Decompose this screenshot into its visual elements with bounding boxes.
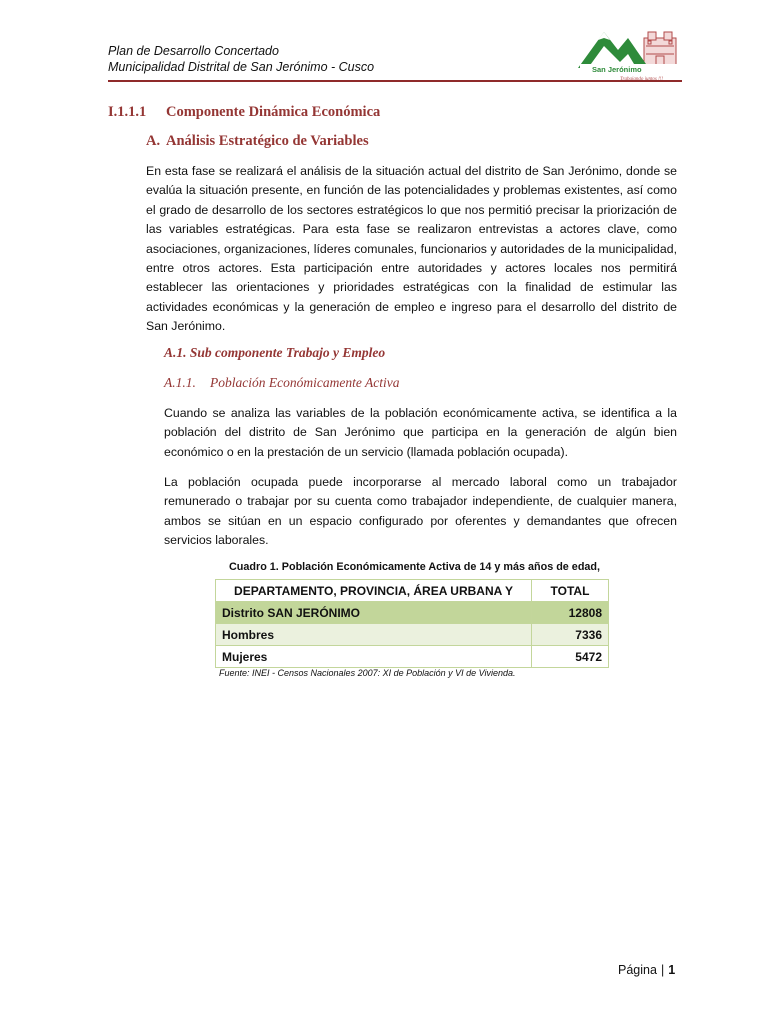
table-row (216, 624, 609, 646)
row-label: Mujeres (216, 646, 532, 668)
mountain-icon (578, 32, 646, 68)
pea-table (215, 579, 609, 668)
subsection-title: Análisis Estratégico de Variables (166, 133, 369, 149)
page-label: Página (618, 963, 657, 977)
item-title: Población Económicamente Activa (210, 375, 400, 390)
table-row (216, 602, 609, 624)
subsection-letter: A. (146, 133, 161, 149)
section-heading (108, 104, 380, 121)
header-divider (108, 80, 682, 82)
page-separator: | (660, 963, 665, 977)
section-title: Componente Dinámica Económica (166, 104, 381, 120)
table-row (216, 646, 609, 668)
table-caption: Cuadro 1. Población Económicamente Activa de 14 y más años de edad, (229, 561, 601, 573)
header-cell-area: DEPARTAMENTO, PROVINCIA, ÁREA URBANA Y (216, 580, 532, 602)
row-value: 12808 (532, 602, 609, 624)
page-number: 1 (668, 963, 676, 977)
pea-paragraph-1: Cuando se analiza las variables de la población económicamente activa, se identifica a la población del distrito de San Jerónimo que participa en la generación de algún bien económico o en la prestación de un servicio (llamada población ocupada). (164, 406, 677, 459)
table-source: Fuente: INEI - Censos Nacionales 2007: XI de Población y VI de Vivienda. (219, 668, 516, 678)
logo-name: San Jerónimo (592, 65, 642, 74)
church-icon (644, 32, 676, 66)
san-jeronimo-logo (574, 24, 684, 82)
item-number: A.1.1. (164, 375, 196, 390)
row-label: Distrito SAN JERÓNIMO (216, 602, 532, 624)
page-footer (618, 963, 675, 977)
subsection-heading (146, 133, 369, 150)
table-header-row (216, 580, 609, 602)
intro-paragraph: En esta fase se realizará el análisis de la situación actual del distrito de San Jerónimo, donde se evalúa la situación presente, en función de las potencialidades y problemas existentes, así como el grado de desarrollo de los sectores estratégicos lo que nos permitió precisar la priorización de las variables estratégicas. Para esta fase se realizaron entrevistas a actores clave, como asociaciones, organizaciones, líderes comunales, funcionarios y autoridades de la municipalidad, entre otros actores. Esta participación entre autoridades y actores locales nos permitirá establecer las orientaciones y prioridades estratégicas con la finalidad de estimular las actividades económicas y la generación de empleo e ingreso para el desarrollo del distrito de San Jerónimo. (146, 164, 677, 334)
header-title: Plan de Desarrollo Concertado (108, 44, 279, 58)
header-cell-total: TOTAL (532, 580, 609, 602)
subcomponent-heading: A.1. Sub componente Trabajo y Empleo (164, 345, 386, 360)
row-value: 7336 (532, 624, 609, 646)
row-value: 5472 (532, 646, 609, 668)
section-number: I.1.1.1 (108, 104, 147, 120)
header-subtitle: Municipalidad Distrital de San Jerónimo - Cusco (108, 60, 375, 74)
pea-paragraph-2: La población ocupada puede incorporarse al mercado laboral como un trabajador remunerado o trabajar por su cuenta como trabajador independiente, de cualquier manera, ambos se sitúan en un espacio configurado por oferentes y demandantes que ofrecen servicios laborales. (164, 475, 677, 548)
item-heading (164, 375, 399, 391)
row-label: Hombres (216, 624, 532, 646)
